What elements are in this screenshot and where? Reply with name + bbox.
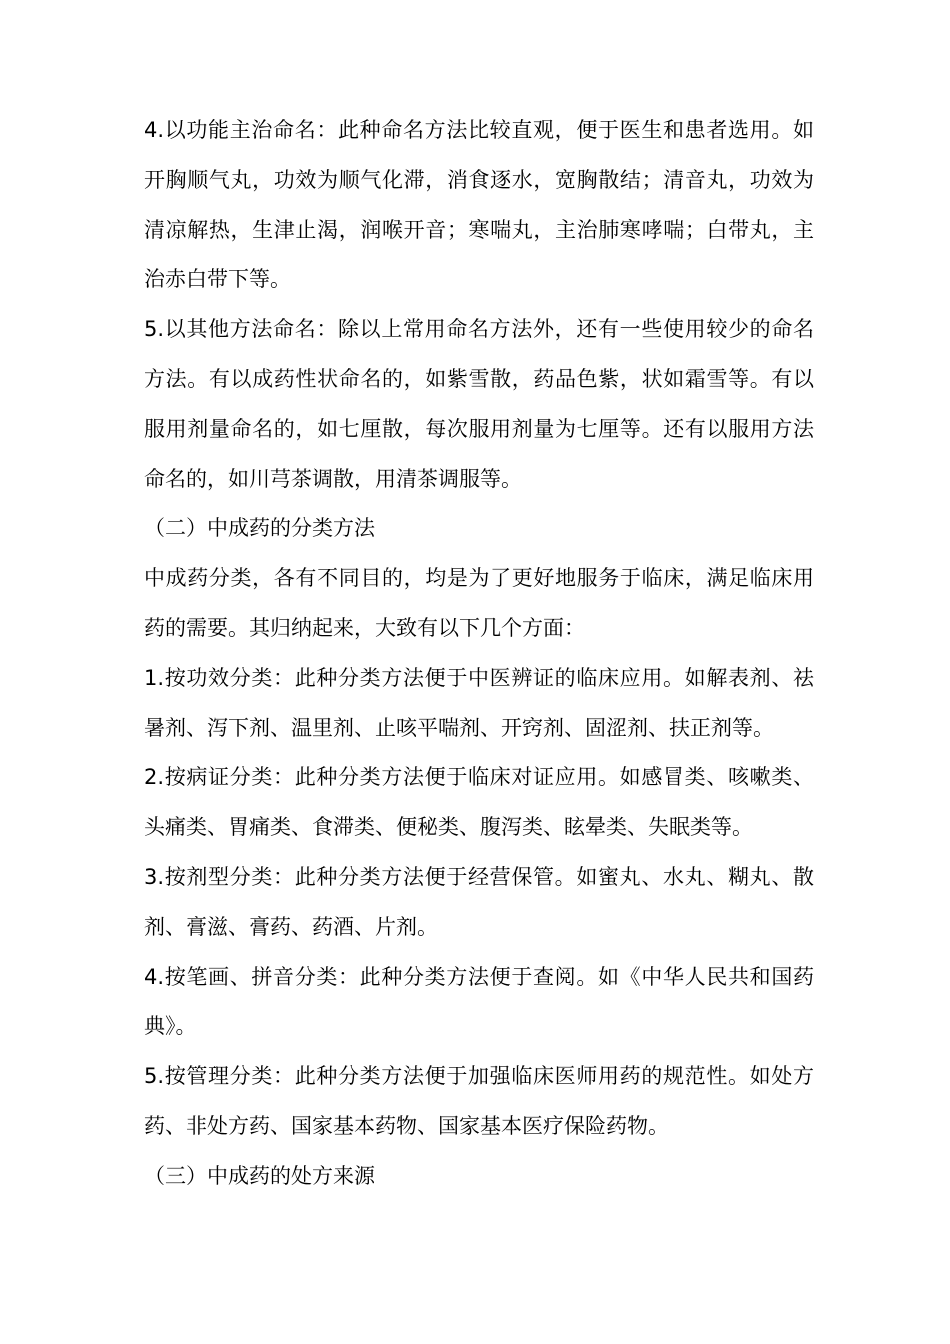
paragraph-classify-by-syndrome: 2.按病证分类：此种分类方法便于临床对证应用。如感冒类、咳嗽类、头痛类、胃痛类、食滞类、便秘类、腹泻类、眩晕类、失眠类等。 — [144, 765, 814, 840]
section-heading-prescription-source: （三）中成药的处方来源 — [144, 1163, 375, 1188]
paragraph-classify-by-stroke-pinyin: 4.按笔画、拼音分类：此种分类方法便于查阅。如《中华人民共和国药典》。 — [144, 964, 814, 1039]
document-body — [144, 106, 814, 1202]
paragraph-naming-by-other-methods: 5.以其他方法命名：除以上常用命名方法外，还有一些使用较少的命名方法。有以成药性状命名的，如紫雪散，药品色紫，状如霜雪等。有以服用剂量命名的，如七厘散，每次服用剂量为七厘等。还有以服用方法命名的，如川芎茶调散，用清茶调服等。 — [144, 317, 814, 491]
paragraph-classify-by-efficacy: 1.按功效分类：此种分类方法便于中医辨证的临床应用。如解表剂、祛暑剂、泻下剂、温里剂、止咳平喘剂、开窍剂、固涩剂、扶正剂等。 — [144, 665, 814, 740]
paragraph-classify-by-management: 5.按管理分类：此种分类方法便于加强临床医师用药的规范性。如处方药、非处方药、国家基本药物、国家基本医疗保险药物。 — [144, 1064, 814, 1138]
paragraph-classify-by-dosage-form: 3.按剂型分类：此种分类方法便于经营保管。如蜜丸、水丸、糊丸、散剂、膏滋、膏药、药酒、片剂。 — [144, 864, 814, 939]
paragraph-naming-by-function: 4.以功能主治命名：此种命名方法比较直观，便于医生和患者选用。如开胸顺气丸，功效为顺气化滞，消食逐水，宽胸散结；清音丸，功效为清凉解热，生津止渴，润喉开音；寒喘丸，主治肺寒哮喘；白带丸，主治赤白带下等。 — [144, 118, 814, 292]
section-heading-classification: （二）中成药的分类方法 — [144, 516, 375, 541]
paragraph-classification-intro: 中成药分类，各有不同目的，均是为了更好地服务于临床，满足临床用药的需要。其归纳起来，大致有以下几个方面： — [144, 566, 814, 640]
